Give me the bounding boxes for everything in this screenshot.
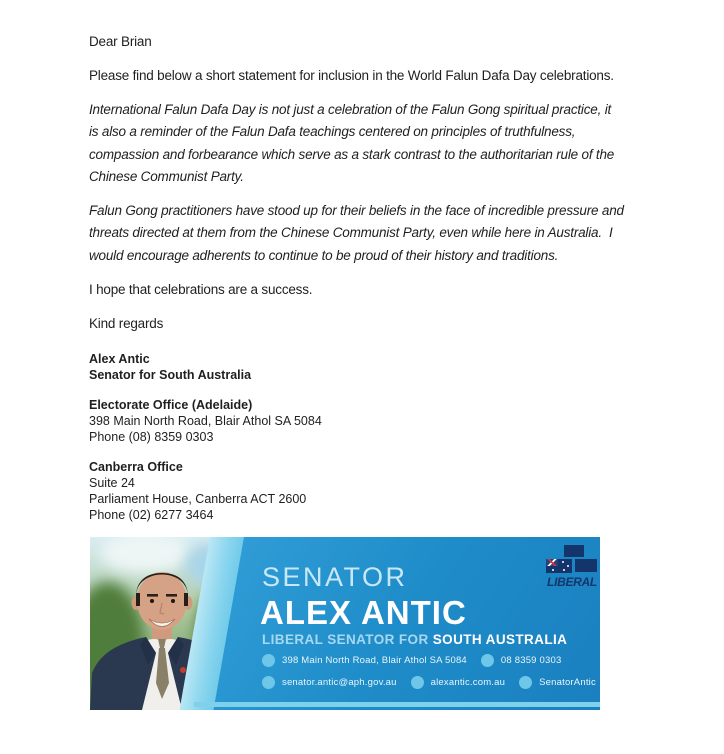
text-line: Dear Brian <box>89 34 152 49</box>
banner-subtitle-state: SOUTH AUSTRALIA <box>432 632 568 647</box>
canberra-office-phone: Phone (02) 6277 3464 <box>89 507 214 522</box>
banner-subtitle-prefix: LIBERAL SENATOR FOR <box>262 632 433 647</box>
social-icon <box>519 676 532 689</box>
banner-subtitle <box>262 632 567 647</box>
electorate-office-phone: Phone (08) 8359 0303 <box>89 429 214 444</box>
banner-email-item <box>262 676 397 689</box>
banner-website-item <box>411 676 506 689</box>
closing-paragraph <box>89 279 719 301</box>
text-line: Please find below a short statement for inclusion in the World Falun Dafa Day celebrations. <box>89 67 614 83</box>
banner-address-item <box>262 654 467 667</box>
text-line: Kind regards <box>89 315 164 331</box>
sender-name: Alex Antic <box>89 351 150 366</box>
phone-icon <box>481 654 494 667</box>
sender-title: Senator for South Australia <box>89 367 252 382</box>
canberra-office-address: Parliament House, Canberra ACT 2600 <box>89 491 307 506</box>
star-icon <box>562 561 564 563</box>
banner-senator-label: SENATOR <box>262 562 408 592</box>
electorate-office-address: 398 Main North Road, Blair Athol SA 5084 <box>89 413 322 428</box>
liberal-party-logo <box>545 545 599 595</box>
star-icon <box>563 569 565 571</box>
statement-paragraph-2 <box>89 200 719 267</box>
banner-contact-row-2 <box>262 676 596 689</box>
banner-address-text: 398 Main North Road, Blair Athol SA 5084 <box>282 655 467 666</box>
banner-website-text: alexantic.com.au <box>430 677 506 688</box>
email-signature-banner <box>90 537 600 710</box>
banner-contact-row-1 <box>262 654 561 667</box>
liberal-logo-block-icon <box>575 559 597 572</box>
signature-block <box>89 351 719 523</box>
banner-email-text: senator.antic@aph.gov.au <box>282 677 397 688</box>
banner-social-text: SenatorAntic <box>539 677 596 688</box>
liberal-logo-wordmark: LIBERAL <box>547 575 597 589</box>
statement-paragraph-1 <box>89 99 719 189</box>
star-icon <box>567 565 569 567</box>
canberra-office-heading: Canberra Office <box>89 459 183 474</box>
text-line: is also a reminder of the Falun Dafa teachings centered on principles of truthfulness, <box>89 124 576 140</box>
text-line: compassion and forbearance which serve as a stark contrast to the authoritarian rule of the <box>89 146 615 162</box>
intro-paragraph <box>89 65 719 87</box>
text-line: Falun Gong practitioners have stood up for their beliefs in the face of incredible pressure and <box>89 202 624 218</box>
banner-content <box>90 537 600 710</box>
australian-flag-icon <box>546 559 572 573</box>
banner-social-item <box>519 676 596 689</box>
text-line: International Falun Dafa Day is not just a celebration of the Falun Gong spiritual practice, it <box>89 101 612 117</box>
location-icon <box>262 654 275 667</box>
electorate-office-heading: Electorate Office (Adelaide) <box>89 397 253 412</box>
text-line: threats directed at them from the Chinese Communist Party, even while here in Australia. I <box>89 225 613 241</box>
canberra-office-block <box>89 459 719 523</box>
email-icon <box>262 676 275 689</box>
banner-phone-text: 08 8359 0303 <box>500 655 562 666</box>
canberra-office-suite: Suite 24 <box>89 475 135 490</box>
text-line: would encourage adherents to continue to be proud of their history and traditions. <box>89 247 559 263</box>
letter-body <box>89 31 719 523</box>
banner-name: ALEX ANTIC <box>260 594 467 631</box>
banner-phone-item <box>481 654 562 667</box>
salutation <box>89 31 719 53</box>
electorate-office-block <box>89 397 719 445</box>
liberal-logo-block-icon <box>564 545 584 557</box>
sign-off <box>89 313 719 335</box>
text-line: I hope that celebrations are a success. <box>89 281 313 297</box>
union-jack-icon <box>546 559 558 566</box>
text-line: Chinese Communist Party. <box>89 169 244 185</box>
website-icon <box>411 676 424 689</box>
star-icon <box>552 569 554 571</box>
